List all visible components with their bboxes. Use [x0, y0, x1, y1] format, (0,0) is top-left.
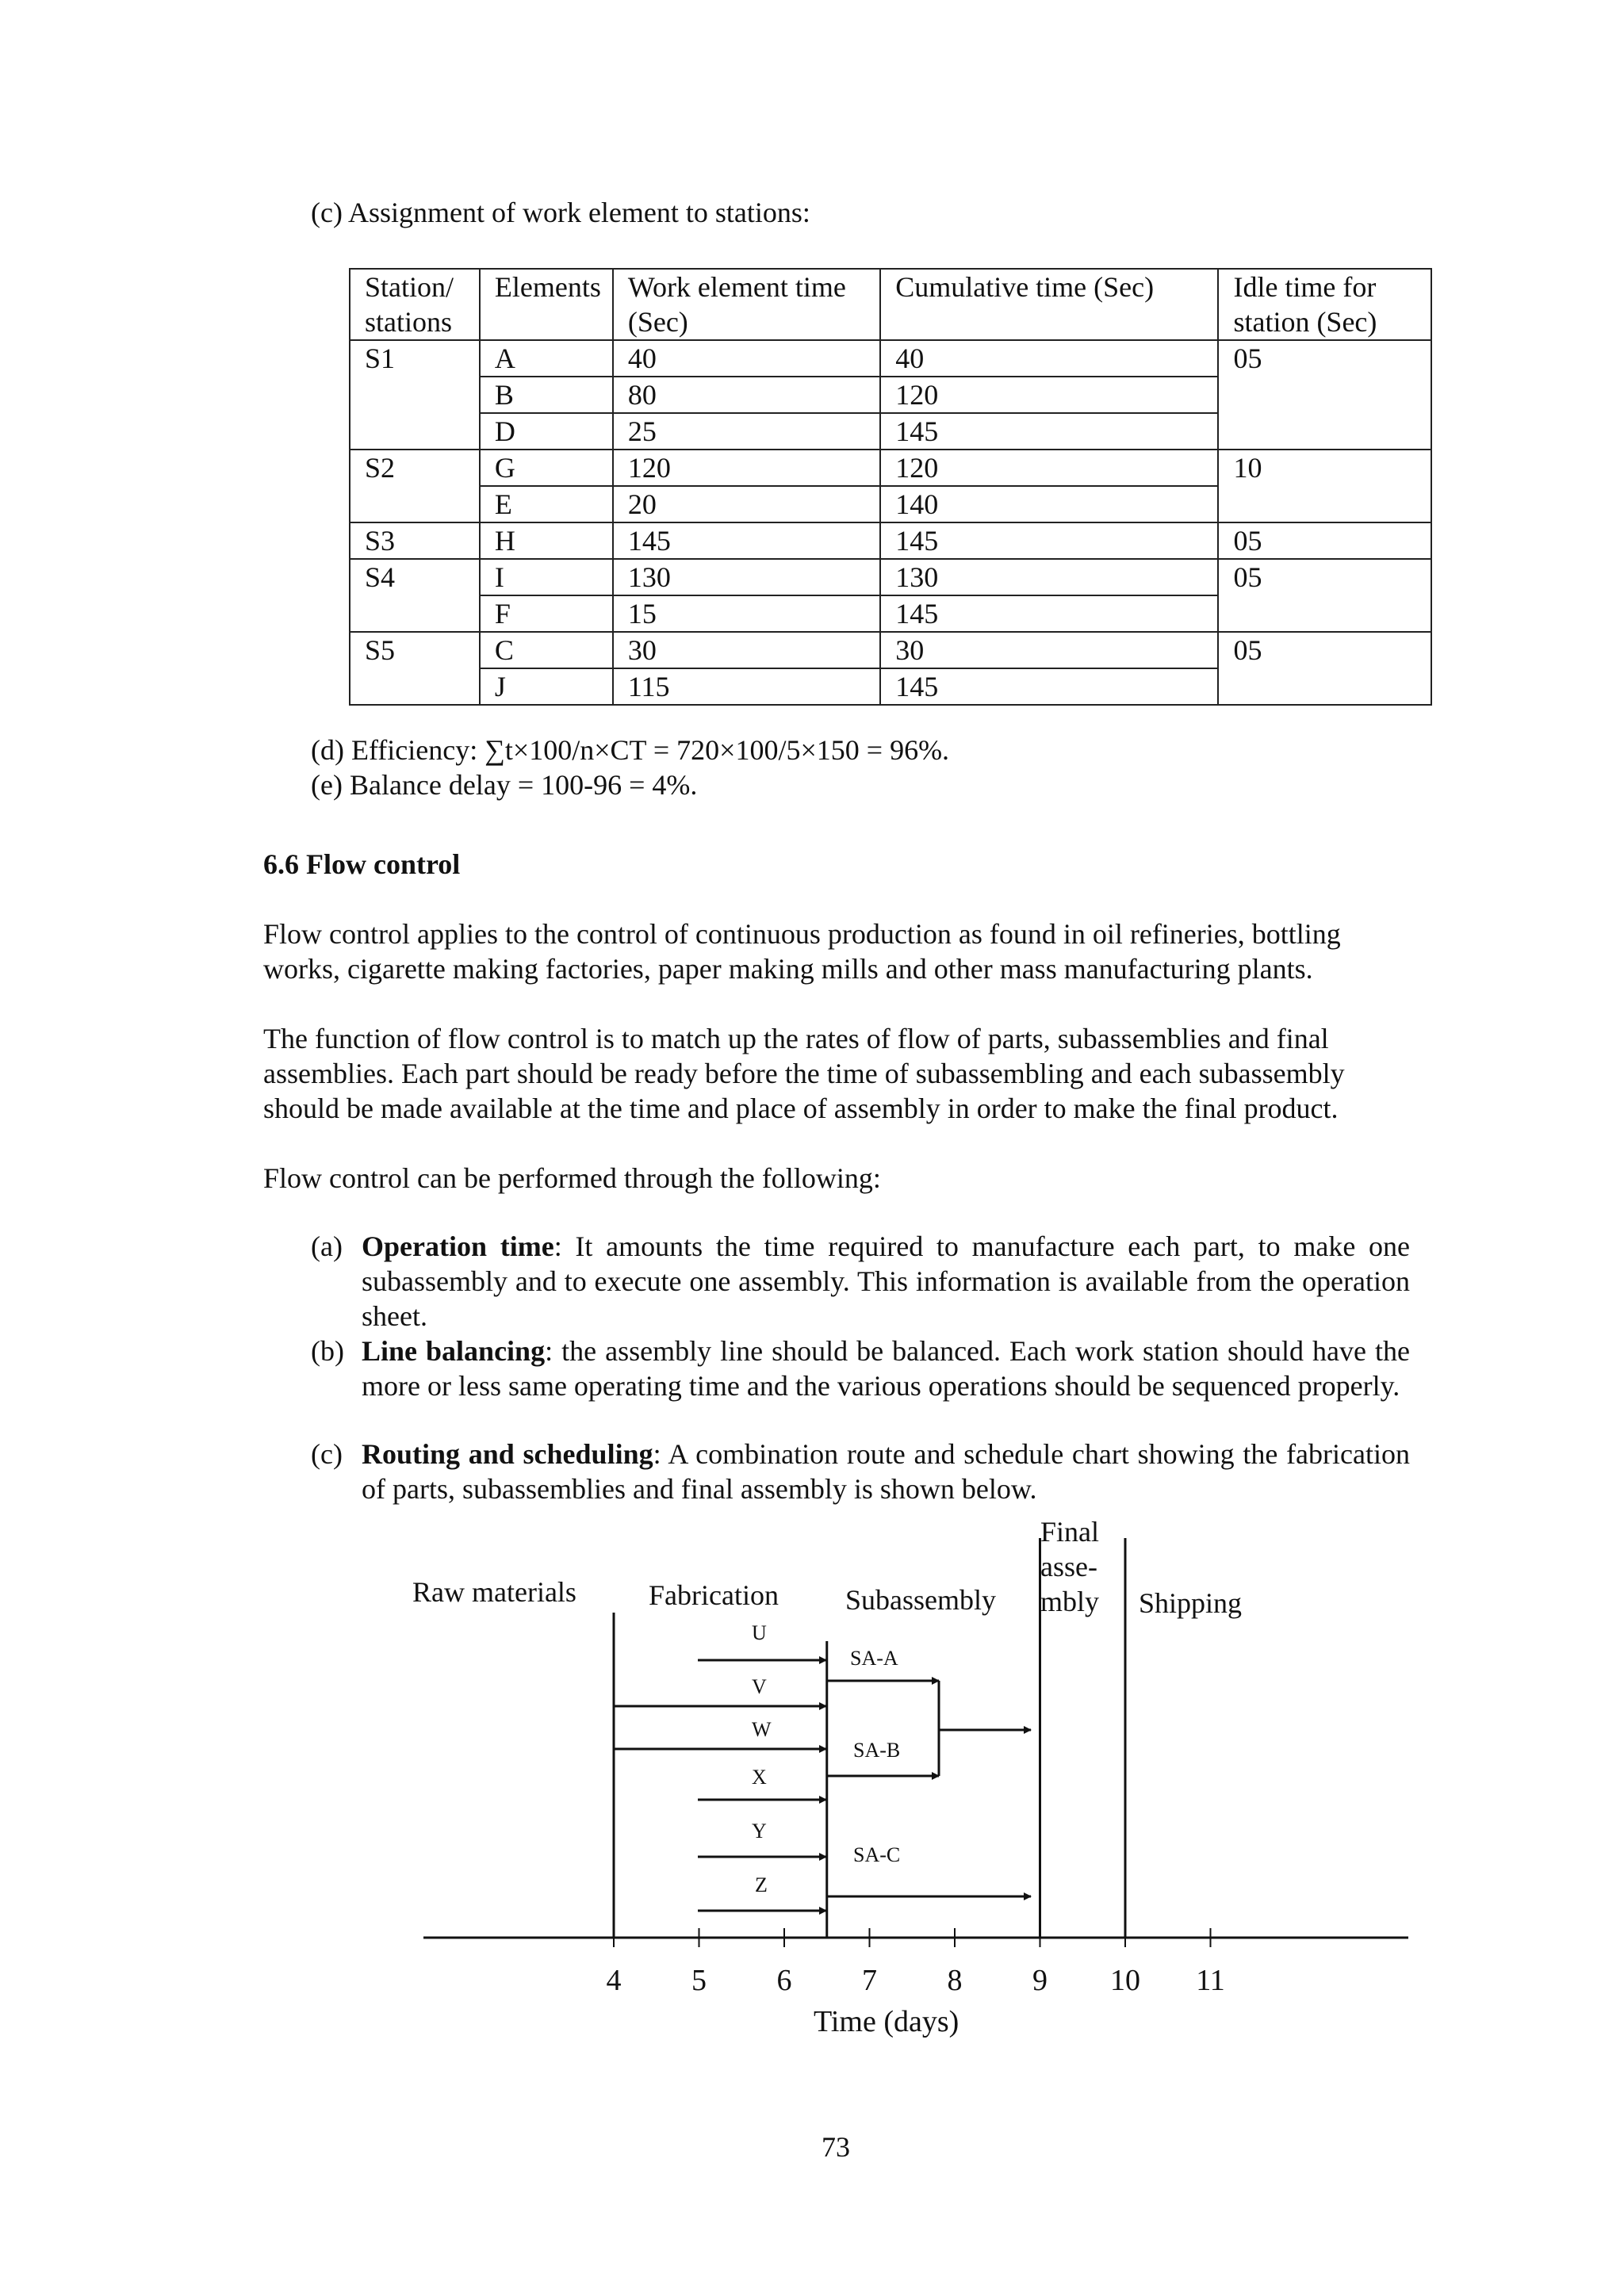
label-final-line1: Final: [1040, 1516, 1100, 1548]
table-row: [350, 340, 1431, 377]
part-label-z: Z: [755, 1873, 768, 1896]
table-row: [350, 632, 1431, 668]
item-a-marker: (a): [311, 1230, 343, 1262]
cell-element: E: [480, 486, 613, 522]
table-row: [350, 522, 1431, 559]
header-cumulative: Cumulative time (Sec): [880, 269, 1218, 340]
cell-station: S5: [350, 632, 480, 705]
sa-label-a: SA-A: [850, 1647, 898, 1670]
table-header-row: [350, 269, 1431, 340]
cell-element: H: [480, 522, 613, 559]
cell-time: 40: [613, 340, 880, 377]
part-label-w: W: [752, 1718, 772, 1741]
time-axis-label: Time (days): [814, 2005, 959, 2038]
table-row: [350, 559, 1431, 595]
phase-boundaries: [614, 1538, 1125, 1938]
cell-station: S1: [350, 340, 480, 450]
cell-cumulative: 130: [880, 559, 1218, 595]
cell-cumulative: 145: [880, 668, 1218, 705]
cell-idle: 05: [1218, 340, 1431, 450]
item-b-marker: (b): [311, 1335, 344, 1367]
item-c-marker: (c): [311, 1438, 343, 1470]
cell-idle: 10: [1218, 450, 1431, 522]
header-elements: Elements: [480, 269, 613, 340]
cell-time: 25: [613, 413, 880, 450]
cell-station: S2: [350, 450, 480, 522]
cell-element: J: [480, 668, 613, 705]
cell-time: 80: [613, 377, 880, 413]
item-c-term: Routing and scheduling: [362, 1438, 653, 1470]
sa-label-c: SA-C: [853, 1843, 901, 1866]
part-label-y: Y: [752, 1820, 767, 1843]
cell-time: 15: [613, 595, 880, 632]
axis-tick-label: 5: [691, 1964, 707, 1997]
item-c-text: : A combination route and schedule chart showing the fabrication of parts, subassemblies and final assembly is shown below.: [362, 1438, 1410, 1505]
assignment-table: [349, 268, 1432, 706]
section-c-heading: (c) Assignment of work element to stations:: [311, 197, 810, 228]
cell-time: 120: [613, 450, 880, 486]
part-label-x: X: [752, 1766, 767, 1789]
para2-line1: The function of flow control is to match up the rates of flow of parts, subassemblies and final: [263, 1023, 1329, 1054]
time-axis-ticks: [607, 1928, 1225, 1997]
item-b-body: [362, 1334, 1410, 1403]
axis-tick-label: 10: [1110, 1964, 1140, 1997]
header-idle: Idle time for station (Sec): [1218, 269, 1431, 340]
label-subassembly: Subassembly: [845, 1584, 997, 1616]
axis-tick-label: 7: [862, 1964, 877, 1997]
para1-line1: Flow control applies to the control of continuous production as found in oil refineries, bottling: [263, 918, 1341, 950]
section-heading: 6.6 Flow control: [263, 848, 461, 880]
cell-station: S4: [350, 559, 480, 632]
para3: Flow control can be performed through the following:: [263, 1162, 881, 1194]
cell-element: G: [480, 450, 613, 486]
cell-station: S3: [350, 522, 480, 559]
cell-element: A: [480, 340, 613, 377]
cell-time: 20: [613, 486, 880, 522]
header-station: Station/ stations: [350, 269, 480, 340]
cell-cumulative: 120: [880, 450, 1218, 486]
para2-line2: assemblies. Each part should be ready before the time of subassembling and each subassembly: [263, 1058, 1345, 1089]
axis-tick-label: 6: [776, 1964, 792, 1997]
cell-cumulative: 145: [880, 413, 1218, 450]
axis-tick-label: 4: [606, 1964, 622, 1997]
cell-cumulative: 145: [880, 522, 1218, 559]
header-work-time: Work element time (Sec): [613, 269, 880, 340]
cell-element: F: [480, 595, 613, 632]
table-row: [350, 450, 1431, 486]
cell-idle: 05: [1218, 632, 1431, 705]
item-b-term: Line balancing: [362, 1335, 546, 1367]
cell-time: 115: [613, 668, 880, 705]
sa-label-b: SA-B: [853, 1739, 901, 1762]
page-number: 73: [822, 2131, 850, 2163]
item-a-text: : It amounts the time required to manufacture each part, to make one subassembly and to execute one assembly. This information is available from the operation sheet.: [362, 1230, 1411, 1332]
part-label-v: V: [752, 1675, 767, 1698]
axis-tick-label: 8: [947, 1964, 963, 1997]
cell-time: 30: [613, 632, 880, 668]
cell-cumulative: 30: [880, 632, 1218, 668]
label-fabrication: Fabrication: [649, 1579, 779, 1611]
para2-line3: should be made available at the time and place of assembly in order to make the final product.: [263, 1093, 1339, 1124]
item-a-term: Operation time: [362, 1230, 554, 1262]
part-label-u: U: [752, 1621, 767, 1644]
balance-delay-line: (e) Balance delay = 100-96 = 4%.: [311, 769, 698, 801]
para1-line2: works, cigarette making factories, paper making mills and other mass manufacturing plants.: [263, 953, 1313, 985]
cell-cumulative: 120: [880, 377, 1218, 413]
item-b-text: : the assembly line should be balanced. Each work station should have the more or less same operating time and the various operations should be sequenced properly.: [362, 1335, 1410, 1402]
axis-tick-label: 9: [1032, 1964, 1048, 1997]
cell-element: C: [480, 632, 613, 668]
label-shipping: Shipping: [1139, 1587, 1243, 1619]
item-c-body: [362, 1437, 1410, 1506]
cell-cumulative: 140: [880, 486, 1218, 522]
cell-element: I: [480, 559, 613, 595]
efficiency-line: (d) Efficiency: ∑t×100/n×CT = 720×100/5×150 = 96%.: [311, 734, 950, 766]
label-final-line3: mbly: [1040, 1586, 1100, 1617]
cell-time: 130: [613, 559, 880, 595]
item-a-body: [362, 1229, 1410, 1334]
cell-cumulative: 40: [880, 340, 1218, 377]
cell-cumulative: 145: [880, 595, 1218, 632]
cell-idle: 05: [1218, 559, 1431, 632]
cell-element: D: [480, 413, 613, 450]
cell-element: B: [480, 377, 613, 413]
label-raw-materials: Raw materials: [412, 1576, 576, 1608]
cell-idle: 05: [1218, 522, 1431, 559]
cell-time: 145: [613, 522, 880, 559]
label-final-line2: asse-: [1040, 1551, 1097, 1582]
axis-tick-label: 11: [1196, 1964, 1225, 1997]
